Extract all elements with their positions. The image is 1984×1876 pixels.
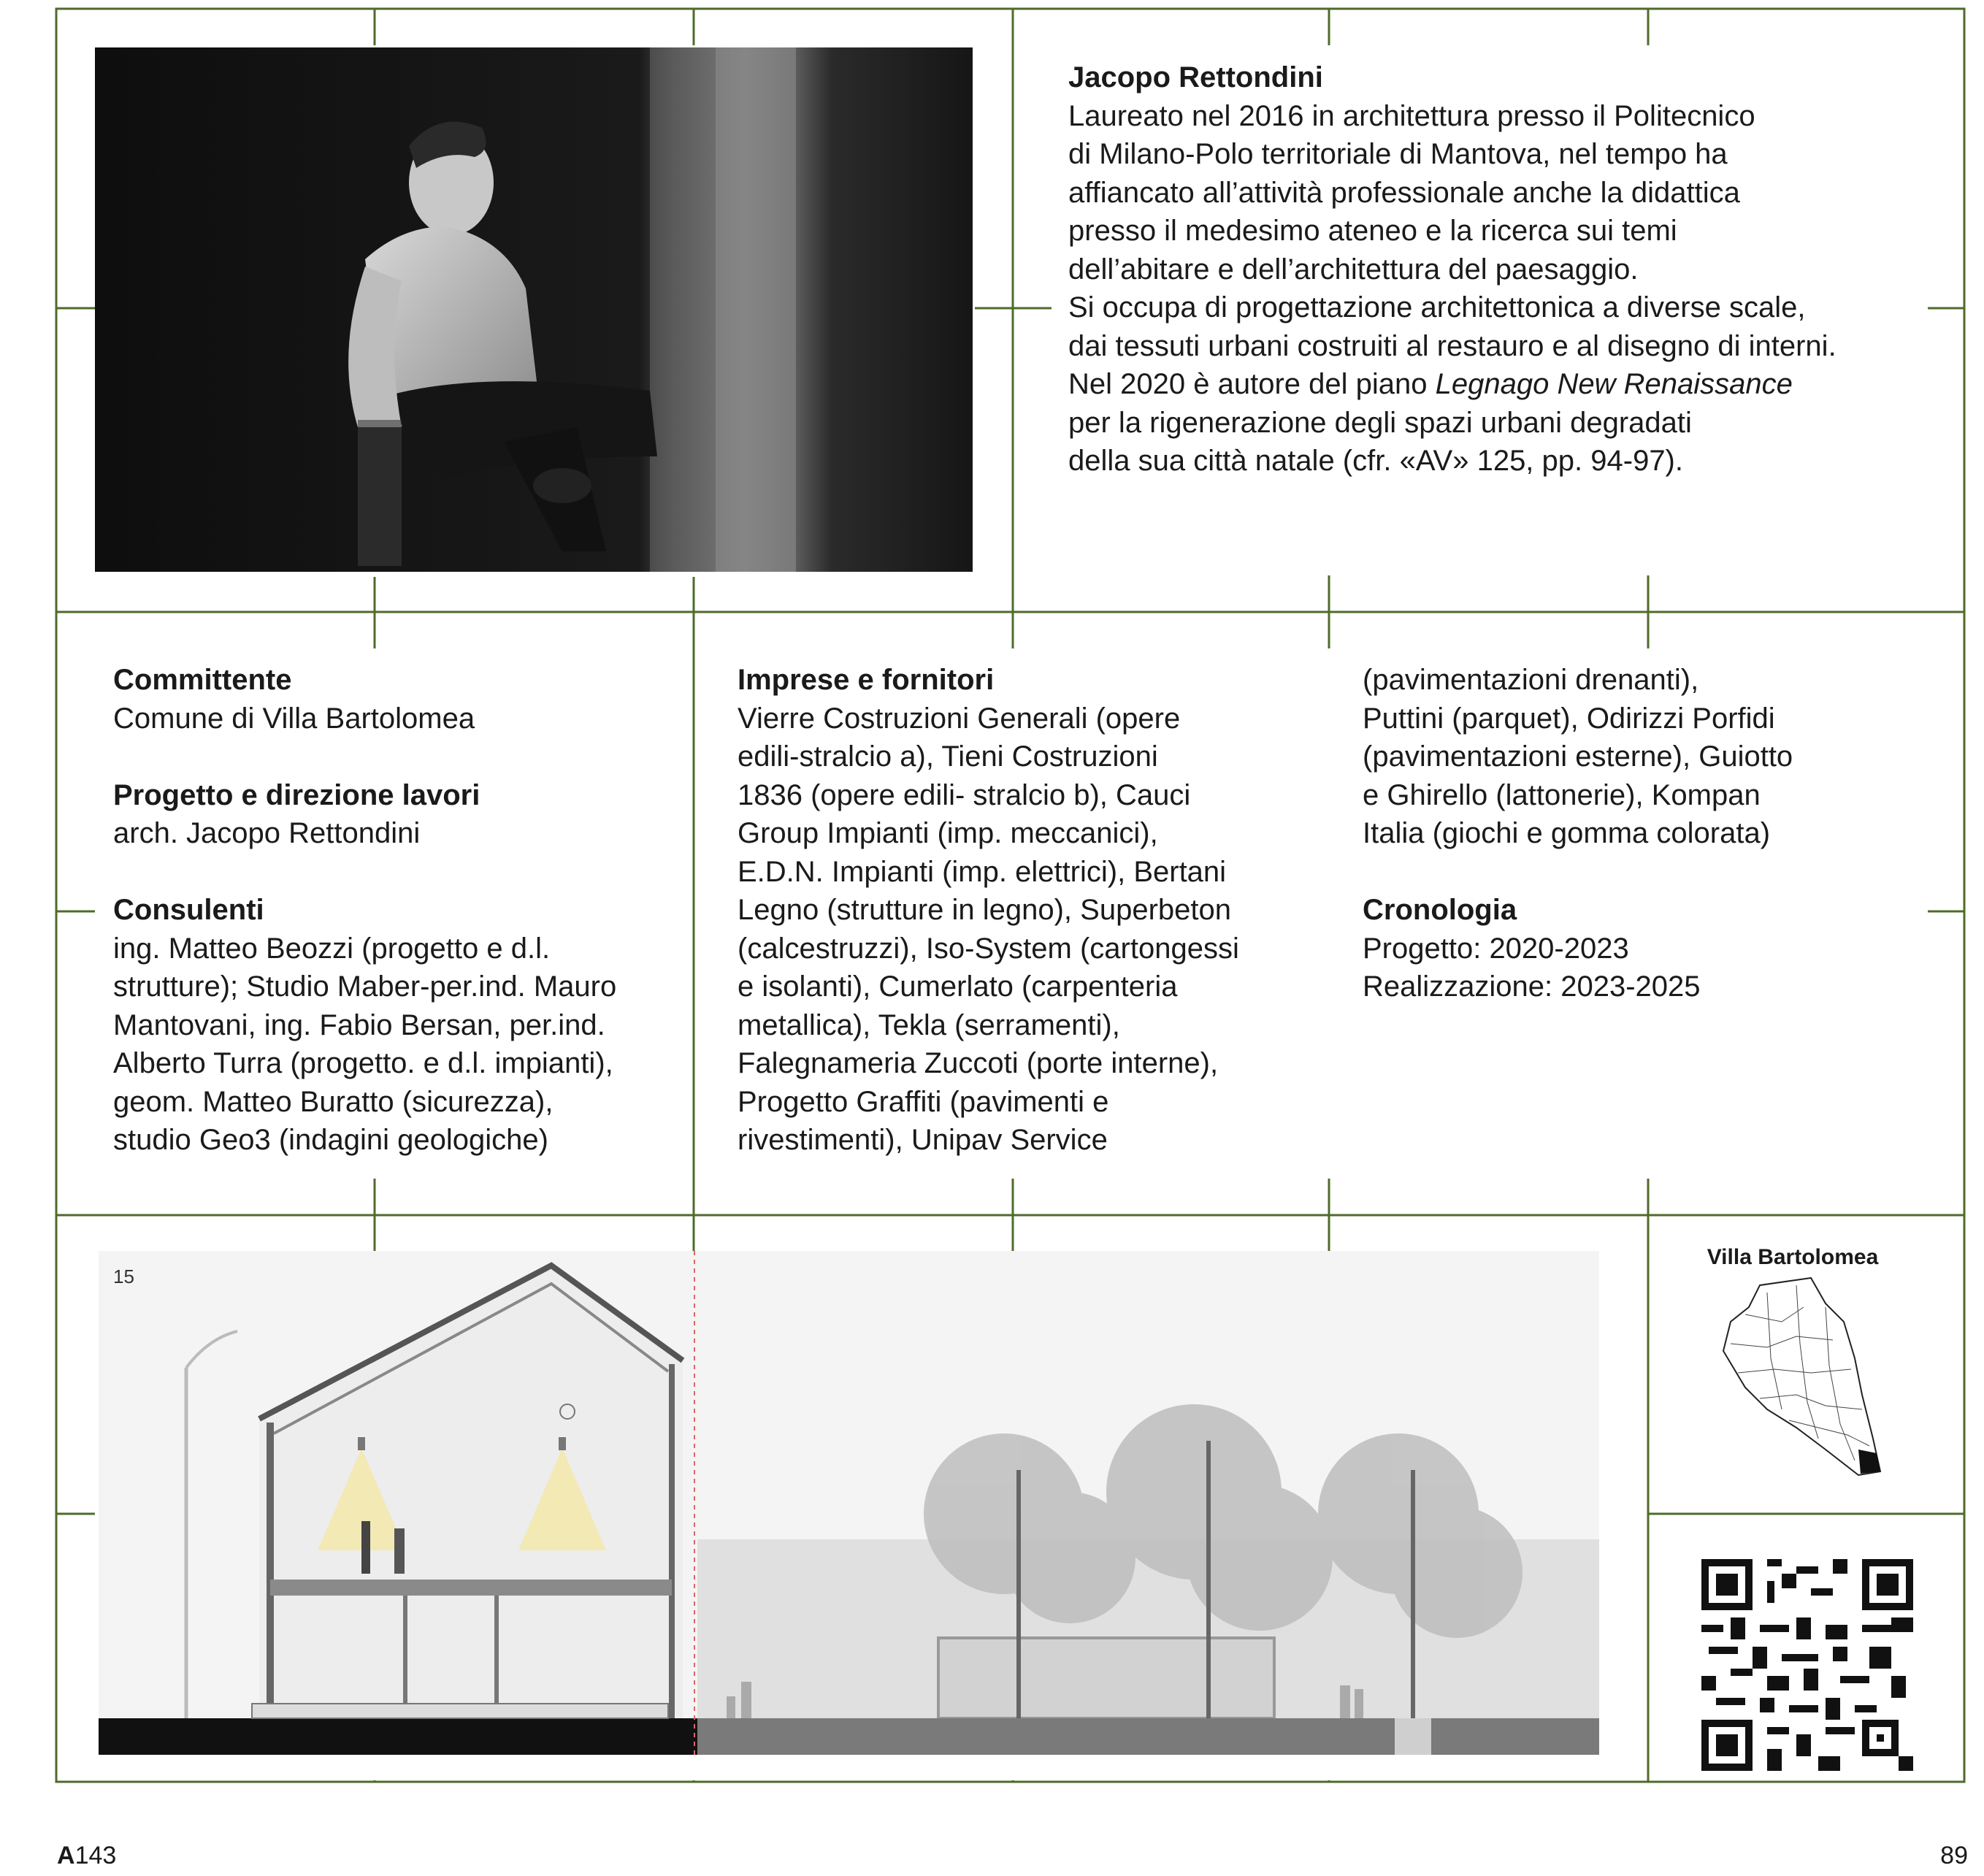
suppliers-line: metallica), Tekla (serramenti), [738,1008,1120,1041]
bio-line: Laureato nel 2016 in architettura presso il Politecnico [1068,99,1755,132]
suppliers-continued-line: (pavimentazioni drenanti), [1363,664,1699,696]
consultants-line: Mantovani, ing. Fabio Bersan, per.ind. [113,1008,605,1041]
bio-line: della sua città natale (cfr. «AV» 125, pp. 94-97). [1068,445,1683,477]
architect-name: Jacopo Rettondini [1068,61,1323,93]
suppliers-line: 1836 (opere edili- stralcio b), Cauci [738,778,1191,811]
consultants-line: studio Geo3 (indagini geologiche) [113,1124,548,1156]
client-value: Comune di Villa Bartolomea [113,702,475,735]
suppliers-line: Progetto Graffiti (pavimenti e [738,1085,1109,1118]
suppliers-line: e isolanti), Cumerlato (carpenteria [738,970,1178,1003]
suppliers-heading: Imprese e fornitori [738,664,995,696]
chronology-line: Realizzazione: 2023-2025 [1363,970,1701,1003]
suppliers-line: edili-stralcio a), Tieni Costruzioni [738,740,1158,773]
bio-line-prefix: Nel 2020 è autore del piano [1068,368,1436,400]
credits-column-2 [738,661,1239,1160]
chronology-heading: Cronologia [1363,894,1517,926]
consultants-heading: Consulenti [113,894,264,926]
bio-line: affiancato all’attività professionale anche la didattica [1068,176,1740,209]
consultants-line: Alberto Turra (progetto. e d.l. impianti), [113,1047,613,1079]
consultants-line: geom. Matteo Buratto (sicurezza), [113,1085,554,1118]
magazine-issue [57,1842,116,1870]
suppliers-line: Vierre Costruzioni Generali (opere [738,702,1181,735]
section-drawing [99,1251,1599,1780]
suppliers-continued-line: Italia (giochi e gomma colorata) [1363,817,1771,849]
suppliers-continued-line: Puttini (parquet), Odirizzi Porfidi [1363,702,1775,735]
project-value: arch. Jacopo Rettondini [113,817,421,849]
qr-code[interactable] [1701,1559,1913,1771]
suppliers-line: Group Impianti (imp. meccanici), [738,817,1158,849]
bio-line: dell’abitare e dell’architettura del paesaggio. [1068,253,1639,286]
bio-line: di Milano-Polo territoriale di Mantova, nel tempo ha [1068,138,1728,170]
suppliers-line: (calcestruzzi), Iso-System (cartongessi [738,932,1239,965]
project-heading: Progetto e direzione lavori [113,778,480,811]
suppliers-line: E.D.N. Impianti (imp. elettrici), Bertani [738,855,1227,888]
architect-portrait-photo [95,47,973,572]
page-number: 89 [1940,1842,1968,1869]
client-heading: Committente [113,664,292,696]
bio-line: dai tessuti urbani costruiti al restauro e al disegno di interni. [1068,329,1836,362]
suppliers-line: rivestimenti), Unipav Service [738,1124,1108,1156]
suppliers-continued-line: (pavimentazioni esterne), Guiotto [1363,740,1793,773]
chronology-line: Progetto: 2020-2023 [1363,932,1629,965]
magazine-logo: A [57,1842,75,1869]
architect-bio [1068,58,1836,481]
bio-line [1068,365,1836,404]
credits-column-1 [113,661,616,1160]
plan-title: Legnago New Renaissance [1435,368,1793,400]
bio-line: per la rigenerazione degli spazi urbani degradati [1068,406,1692,439]
figure-number: 15 [113,1266,134,1287]
credits-column-3 [1363,661,1793,1006]
bio-line: Si occupa di progettazione architettonica a diverse scale, [1068,291,1806,323]
issue-number: 143 [74,1842,117,1869]
suppliers-continued-line: e Ghirello (lattonerie), Kompan [1363,778,1761,811]
suppliers-line: Falegnameria Zuccoti (porte interne), [738,1047,1219,1079]
consultants-line: strutture); Studio Maber-per.ind. Mauro [113,970,617,1003]
bio-line: presso il medesimo ateneo e la ricerca sui temi [1068,215,1677,247]
suppliers-line: Legno (strutture in legno), Superbeton [738,894,1231,926]
province-locator-map [1716,1271,1884,1482]
consultants-line: ing. Matteo Beozzi (progetto e d.l. [113,932,551,965]
map-title: Villa Bartolomea [1707,1245,1879,1269]
